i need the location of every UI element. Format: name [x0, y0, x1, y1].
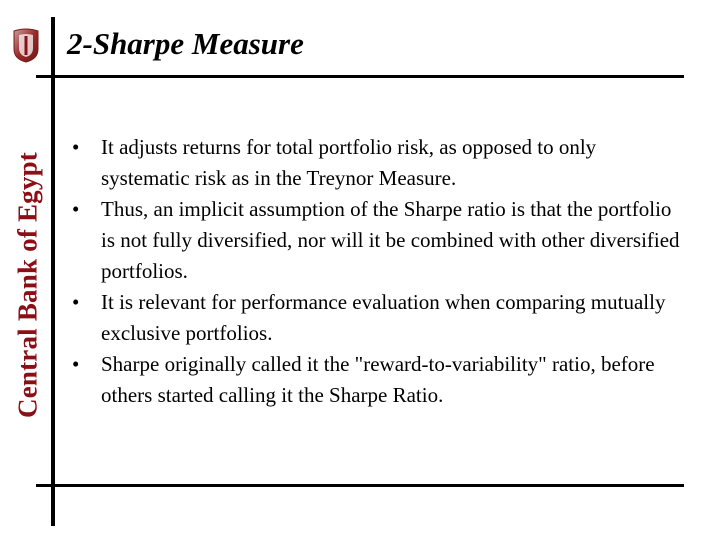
- bullet-glyph: •: [72, 352, 80, 376]
- bullet-glyph: •: [72, 197, 80, 221]
- bullet-text: Sharpe originally called it the "reward-to-variability" ratio, before others started calling it the Sharpe Ratio.: [101, 352, 655, 407]
- bullet-text: It adjusts returns for total portfolio risk, as opposed to only systematic risk as in the Treynor Measure.: [101, 135, 597, 190]
- slide-title: 2-Sharpe Measure: [67, 26, 304, 61]
- bullet-glyph: •: [72, 135, 80, 159]
- vertical-divider: [51, 17, 55, 526]
- footer-divider: [36, 484, 684, 487]
- bullet-text: It is relevant for performance evaluation when comparing mutually exclusive portfolios.: [101, 290, 666, 345]
- bullet-item: [72, 287, 684, 349]
- emblem-graphic: [10, 27, 42, 63]
- central-bank-logo-icon: [10, 27, 42, 63]
- bullet-glyph: •: [72, 290, 80, 314]
- bullet-item: [72, 349, 684, 411]
- bullet-list: [72, 132, 684, 411]
- bullet-item: [72, 194, 684, 287]
- title-underline: [36, 75, 684, 78]
- bullet-text: Thus, an implicit assumption of the Sharpe ratio is that the portfolio is not fully diversified, nor will it be combined with other diversified portfolios.: [101, 197, 680, 283]
- bullet-item: [72, 132, 684, 194]
- bank-name-vertical-label: Central Bank of Egypt: [12, 152, 43, 418]
